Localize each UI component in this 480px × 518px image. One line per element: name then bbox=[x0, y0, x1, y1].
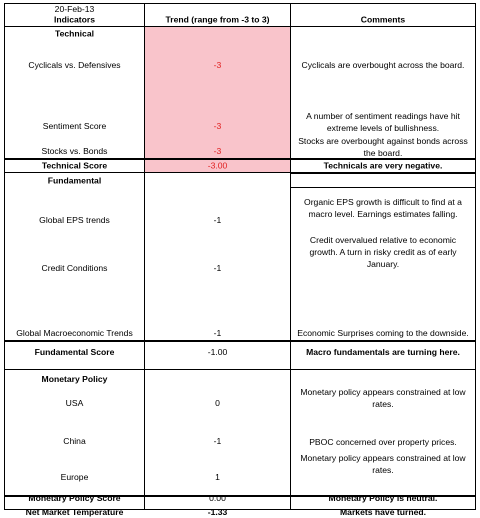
row-label: Sentiment Score bbox=[4, 89, 144, 137]
fundamental-score-label: Fundamental Score Monetary Policy bbox=[4, 340, 144, 388]
row-comment: PBOC concerned over property prices. Monetary policy appears constrained at low rates. bbox=[290, 432, 476, 480]
row-label: Credit Conditions bbox=[4, 234, 144, 280]
indicator-grid bbox=[4, 3, 476, 517]
row-comment: A number of sentiment readings have hit extreme levels of bullishness. bbox=[290, 89, 476, 137]
row-label: Global EPS trends bbox=[4, 188, 144, 234]
monetary-score-comment: Monetary Policy is neutral. Markets have turned. bbox=[290, 495, 476, 510]
technical-score-value: -3.00 bbox=[144, 158, 290, 173]
fundamental-score-value: -1.00 bbox=[144, 340, 290, 388]
row-value: -1 bbox=[144, 320, 290, 340]
technical-score-comment: Technicals are very negative. bbox=[290, 158, 476, 173]
date-cell bbox=[4, 3, 144, 13]
row-value: -3 bbox=[144, 41, 290, 89]
header-trend: Trend (range from -3 to 3) bbox=[144, 13, 290, 27]
row-comment: Stocks are overbought against bonds across the board. bbox=[290, 137, 476, 158]
net-market-temperature-label: Net Market Temperature bbox=[25, 507, 124, 517]
section-technical: Technical bbox=[4, 27, 144, 41]
row-comment: Credit overvalued relative to economic growth. A turn in risky credit as of early January. bbox=[290, 234, 476, 280]
row-value: -3 bbox=[144, 137, 290, 158]
row-label: USA bbox=[4, 388, 144, 432]
section-monetary: Monetary Policy bbox=[5, 369, 144, 385]
net-market-temperature-comment: Markets have turned. bbox=[340, 507, 426, 517]
header-comments: Comments bbox=[290, 13, 476, 27]
row-value: 1 bbox=[144, 480, 290, 495]
row-value: -1 bbox=[144, 188, 290, 234]
row-label: Europe bbox=[4, 480, 144, 495]
monetary-score-value: 0.00 -1.33 bbox=[144, 495, 290, 510]
row-comment: Economic Surprises coming to the downside. bbox=[290, 320, 476, 340]
row-value: -3 bbox=[144, 89, 290, 137]
fundamental-score-comment: Macro fundamentals are turning here. bbox=[290, 340, 476, 388]
net-market-temperature-value: -1.33 bbox=[207, 507, 228, 517]
technical-score-label: Technical Score bbox=[4, 158, 144, 173]
row-comment: Monetary policy appears constrained at low rates. bbox=[290, 388, 476, 432]
row-label: Stocks vs. Bonds bbox=[4, 137, 144, 158]
date-label: 20-Feb-13 bbox=[54, 4, 95, 14]
row-comment: Organic EPS growth is difficult to find at a macro level. Earnings estimates falling. bbox=[290, 188, 476, 234]
row-label: China bbox=[4, 432, 144, 480]
row-value: 0 bbox=[144, 388, 290, 432]
row-label: Global Macroeconomic Trends bbox=[4, 320, 144, 340]
header-indicators: Indicators bbox=[4, 13, 144, 27]
row-value: -1 bbox=[144, 432, 290, 480]
row-value: -1 bbox=[144, 234, 290, 280]
row-label: Cyclicals vs. Defensives bbox=[4, 41, 144, 89]
row-comment: Cyclicals are overbought across the board. bbox=[290, 41, 476, 89]
section-fundamental: Fundamental bbox=[4, 173, 144, 188]
monetary-score-label: Monetary Policy Score Net Market Temperature bbox=[4, 495, 144, 510]
